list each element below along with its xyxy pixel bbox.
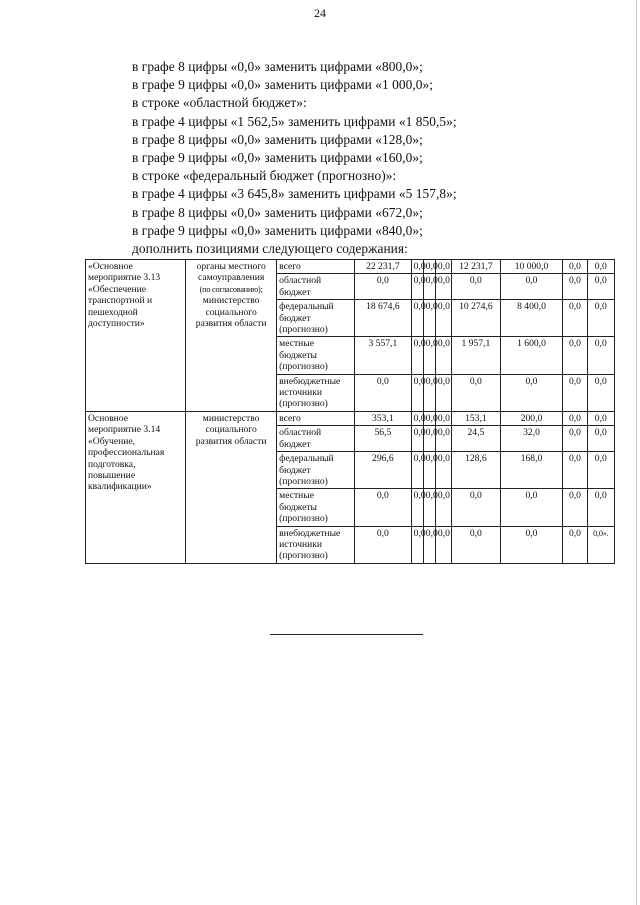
value-cell: 0,0 bbox=[563, 274, 587, 300]
value-cell: 296,6 bbox=[355, 452, 412, 489]
funding-source-cell: местные бюджеты (прогнозно) bbox=[277, 337, 355, 374]
value-cell: 0,0 bbox=[411, 526, 423, 563]
value-cell: 0,0 bbox=[423, 489, 435, 526]
value-cell: 0,0 bbox=[587, 452, 614, 489]
funding-source-cell: федеральный бюджет (прогнозно) bbox=[277, 452, 355, 489]
text-line: в графе 9 цифры «0,0» заменить цифрами «1 000,0»; bbox=[132, 77, 433, 93]
value-cell: 353,1 bbox=[355, 411, 412, 425]
value-cell: 0,0 bbox=[563, 452, 587, 489]
value-cell: 0,0 bbox=[423, 274, 435, 300]
value-cell: 0,0 bbox=[423, 411, 435, 425]
value-cell: 0,0 bbox=[423, 526, 435, 563]
executor-text: органы местного самоуправления bbox=[196, 261, 266, 284]
value-cell: 10 274,6 bbox=[452, 300, 501, 337]
funding-source-cell: местные бюджеты (прогнозно) bbox=[277, 489, 355, 526]
value-cell: 12 231,7 bbox=[452, 260, 501, 274]
value-cell: 0,0 bbox=[452, 374, 501, 411]
value-cell: 0,0 bbox=[563, 526, 587, 563]
executor-text: (по согласованию); bbox=[199, 284, 263, 294]
value-cell: 22 231,7 bbox=[355, 260, 412, 274]
table-row bbox=[86, 260, 615, 274]
value-cell: 0,0 bbox=[411, 374, 423, 411]
value-cell: 32,0 bbox=[500, 426, 563, 452]
value-cell: 0,0 bbox=[435, 452, 451, 489]
value-cell: 0,0 bbox=[500, 526, 563, 563]
value-cell: 3 557,1 bbox=[355, 337, 412, 374]
text-line: в графе 9 цифры «0,0» заменить цифрами «840,0»; bbox=[132, 222, 423, 238]
value-cell: 0,0 bbox=[587, 411, 614, 425]
scan-edge bbox=[636, 0, 637, 905]
text-line: дополнить позициями следующего содержания: bbox=[132, 241, 408, 257]
activity-name-cell: «Основное мероприятие 3.13 «Обеспечение транспортной и пешеходной доступности» bbox=[86, 260, 186, 412]
value-cell: 0,0 bbox=[500, 274, 563, 300]
value-cell: 0,0 bbox=[411, 452, 423, 489]
value-cell: 0,0 bbox=[411, 274, 423, 300]
value-cell: 0,0 bbox=[587, 374, 614, 411]
value-cell: 0,0 bbox=[587, 300, 614, 337]
value-cell: 0,0 bbox=[452, 526, 501, 563]
value-cell: 0,0 bbox=[423, 426, 435, 452]
value-cell: 0,0 bbox=[423, 260, 435, 274]
value-cell: 0,0 bbox=[563, 489, 587, 526]
value-cell: 18 674,6 bbox=[355, 300, 412, 337]
value-cell: 0,0». bbox=[587, 526, 614, 563]
value-cell: 0,0 bbox=[435, 260, 451, 274]
value-cell: 200,0 bbox=[500, 411, 563, 425]
text-line: в графе 4 цифры «3 645,8» заменить цифрами «5 157,8»; bbox=[132, 186, 457, 202]
value-cell: 0,0 bbox=[587, 337, 614, 374]
value-cell: 0,0 bbox=[411, 300, 423, 337]
value-cell: 24,5 bbox=[452, 426, 501, 452]
value-cell: 0,0 bbox=[563, 337, 587, 374]
executor-cell bbox=[186, 260, 277, 412]
text-line: в графе 4 цифры «1 562,5» заменить цифрами «1 850,5»; bbox=[132, 113, 457, 129]
value-cell: 0,0 bbox=[355, 274, 412, 300]
funding-source-cell: внебюджетные источники (прогнозно) bbox=[277, 374, 355, 411]
value-cell: 0,0 bbox=[452, 489, 501, 526]
value-cell: 0,0 bbox=[411, 260, 423, 274]
text-line: в строке «федеральный бюджет (прогнозно)»: bbox=[132, 168, 397, 184]
value-cell: 0,0 bbox=[411, 426, 423, 452]
value-cell: 0,0 bbox=[355, 374, 412, 411]
amendment-text bbox=[132, 58, 552, 258]
separator-line bbox=[270, 634, 423, 635]
value-cell: 0,0 bbox=[435, 526, 451, 563]
funding-source-cell: областной бюджет bbox=[277, 426, 355, 452]
funding-source-cell: всего bbox=[277, 260, 355, 274]
value-cell: 0,0 bbox=[355, 526, 412, 563]
value-cell: 0,0 bbox=[435, 300, 451, 337]
value-cell: 0,0 bbox=[563, 411, 587, 425]
value-cell: 0,0 bbox=[355, 489, 412, 526]
budget-table bbox=[85, 259, 615, 564]
value-cell: 0,0 bbox=[500, 489, 563, 526]
funding-source-cell: областной бюджет bbox=[277, 274, 355, 300]
value-cell: 0,0 bbox=[423, 374, 435, 411]
value-cell: 56,5 bbox=[355, 426, 412, 452]
value-cell: 0,0 bbox=[563, 374, 587, 411]
value-cell: 8 400,0 bbox=[500, 300, 563, 337]
value-cell: 0,0 bbox=[435, 411, 451, 425]
value-cell: 1 957,1 bbox=[452, 337, 501, 374]
value-cell: 0,0 bbox=[423, 337, 435, 374]
text-line: в графе 8 цифры «0,0» заменить цифрами «800,0»; bbox=[132, 59, 423, 74]
value-cell: 0,0 bbox=[435, 274, 451, 300]
value-cell: 0,0 bbox=[452, 274, 501, 300]
value-cell: 0,0 bbox=[411, 337, 423, 374]
value-cell: 0,0 bbox=[587, 489, 614, 526]
page-number: 24 bbox=[314, 6, 326, 20]
value-cell: 1 600,0 bbox=[500, 337, 563, 374]
value-cell: 0,0 bbox=[587, 260, 614, 274]
funding-source-cell: внебюджетные источники (прогнозно) bbox=[277, 526, 355, 563]
text-line: в графе 9 цифры «0,0» заменить цифрами «160,0»; bbox=[132, 150, 423, 166]
value-cell: 0,0 bbox=[423, 300, 435, 337]
activity-name-cell: Основное мероприятие 3.14 «Обучение, профессиональная подготовка, повышение квалификации» bbox=[86, 411, 186, 563]
text-line: в графе 8 цифры «0,0» заменить цифрами «128,0»; bbox=[132, 131, 423, 147]
value-cell: 168,0 bbox=[500, 452, 563, 489]
funding-source-cell: федеральный бюджет (прогнозно) bbox=[277, 300, 355, 337]
value-cell: 0,0 bbox=[563, 300, 587, 337]
value-cell: 0,0 bbox=[435, 426, 451, 452]
text-line: в строке «областной бюджет»: bbox=[132, 95, 307, 111]
table-row bbox=[86, 411, 615, 425]
value-cell: 0,0 bbox=[563, 260, 587, 274]
value-cell: 0,0 bbox=[435, 489, 451, 526]
value-cell: 153,1 bbox=[452, 411, 501, 425]
funding-source-cell: всего bbox=[277, 411, 355, 425]
executor-cell bbox=[186, 411, 277, 563]
value-cell: 0,0 bbox=[423, 452, 435, 489]
text-line: в графе 8 цифры «0,0» заменить цифрами «672,0»; bbox=[132, 204, 423, 220]
value-cell: 0,0 bbox=[411, 489, 423, 526]
value-cell: 0,0 bbox=[563, 426, 587, 452]
value-cell: 0,0 bbox=[587, 274, 614, 300]
value-cell: 0,0 bbox=[587, 426, 614, 452]
executor-text: министерство социального развития области bbox=[195, 295, 267, 330]
value-cell: 0,0 bbox=[500, 374, 563, 411]
value-cell: 0,0 bbox=[411, 411, 423, 425]
value-cell: 10 000,0 bbox=[500, 260, 563, 274]
value-cell: 0,0 bbox=[435, 337, 451, 374]
value-cell: 128,6 bbox=[452, 452, 501, 489]
executor-text: министерство социального развития области bbox=[195, 412, 267, 447]
value-cell: 0,0 bbox=[435, 374, 451, 411]
